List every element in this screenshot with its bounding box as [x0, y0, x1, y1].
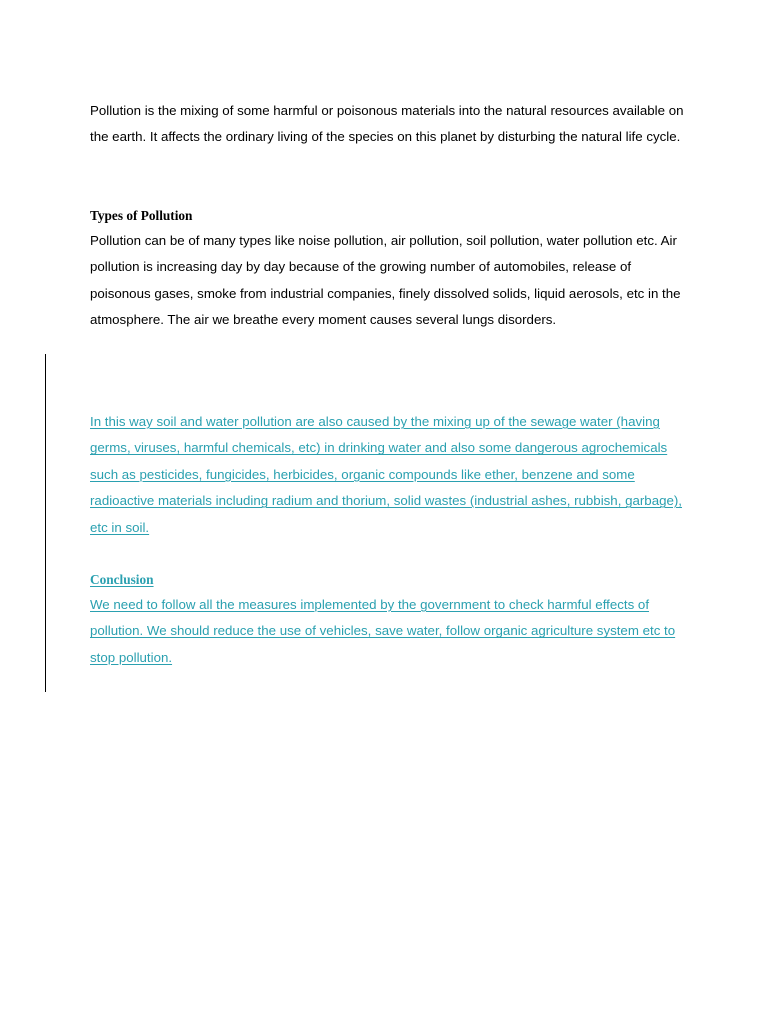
conclusion-heading: Conclusion — [90, 572, 154, 587]
revision-change-bar — [45, 354, 46, 692]
intro-paragraph: Pollution is the mixing of some harmful or poisonous materials into the natural resources available on the earth. It affects the ordinary living of the species on this planet by disturbing the natural life cycle. — [90, 103, 684, 145]
conclusion-paragraph: We need to follow all the measures implemented by the government to check harmful effects of pollution. We should reduce the use of vehicles, save water, follow organic agriculture system etc to stop pollution. — [90, 597, 676, 665]
types-paragraph: Pollution can be of many types like noise pollution, air pollution, soil pollution, water pollution etc. Air pollution is increasing day by day because of the growing number of automobiles, release of poisonous gases, smoke from industrial companies, finely dissolved solids, liquid aerosols, etc in the atmosphere. The air we breathe every moment causes several lungs disorders. — [90, 233, 681, 328]
types-of-pollution-heading: Types of Pollution — [90, 208, 193, 223]
soil-water-paragraph: In this way soil and water pollution are also caused by the mixing up of the sewage water (having germs, viruses, harmful chemicals, etc) in drinking water and also some dangerous agrochemicals such as pesticides, fungicides, herbicides, organic compounds like ether, benzene and some radioactive materials including radium and thorium, solid wastes (industrial ashes, rubbish, garbage), etc in soil. — [90, 414, 683, 535]
